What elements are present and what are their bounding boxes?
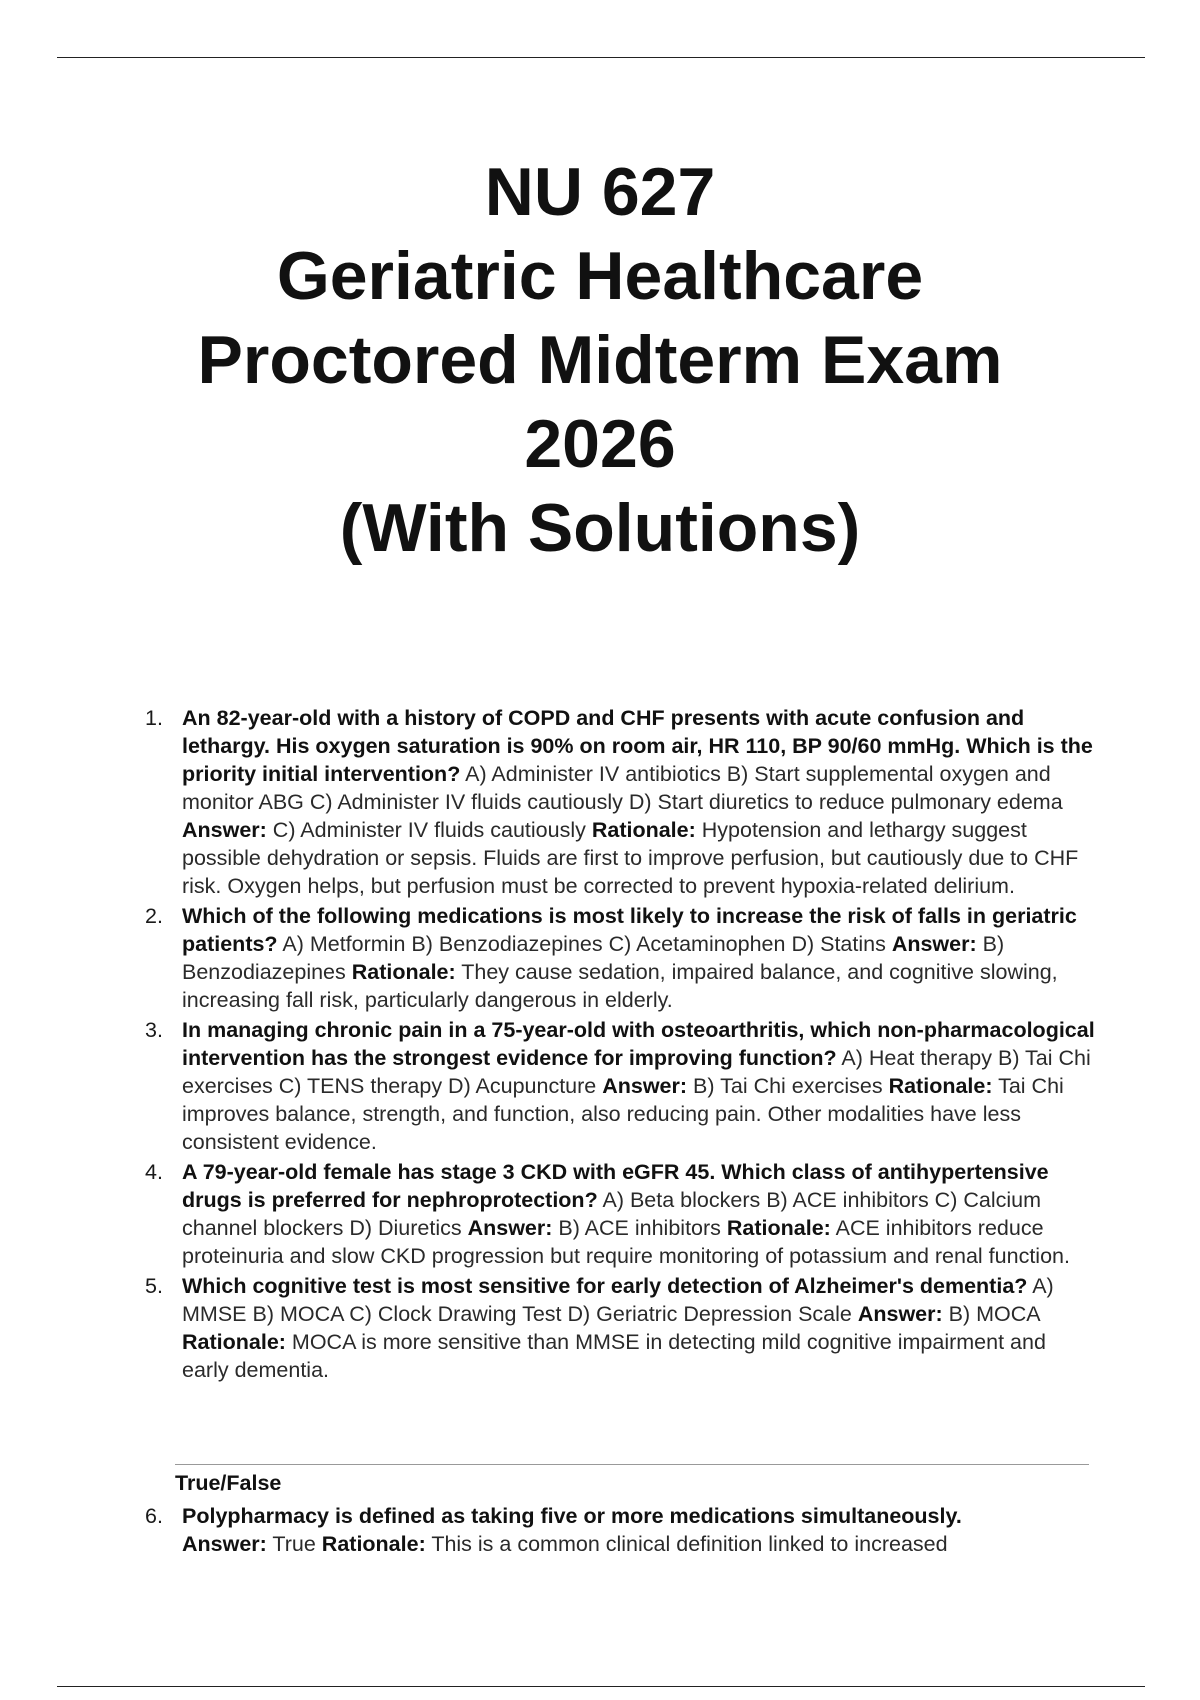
question-options: A) Metformin B) Benzodiazepines C) Acetaminophen D) Statins (277, 932, 892, 956)
answer-text: True (266, 1532, 322, 1556)
question-stem: An 82-year-old with a history of COPD and CHF presents with acute confusion and lethargy. His oxygen saturation is 90% on room air, HR 110, BP 90/60 mmHg. Which is the priority initial intervention? (182, 706, 1093, 786)
question-item (135, 1502, 1095, 1558)
answer-text: B) Tai Chi exercises (687, 1074, 889, 1098)
answer-label: Answer: (182, 1532, 267, 1556)
rationale-label: Rationale: (182, 1330, 286, 1354)
title-exam-type: Proctored Midterm Exam (197, 322, 1003, 398)
question-number: 5. (145, 1274, 163, 1298)
top-rule (57, 57, 1145, 58)
section-divider (175, 1464, 1089, 1465)
answer-label: Answer: (857, 1302, 943, 1326)
question-options: A) Heat therapy B) Tai Chi exercises C) TENS therapy D) Acupuncture (182, 1046, 1091, 1098)
answer-label: Answer: (467, 1216, 553, 1240)
question-options: A) Beta blockers B) ACE inhibitors C) Calcium channel blockers D) Diuretics (182, 1188, 1041, 1240)
title-subtitle: (With Solutions) (339, 490, 861, 566)
rationale-text: Tai Chi improves balance, strength, and function, also reducing pain. Other modalities have less consistent evidence. (182, 1074, 1064, 1154)
answer-text: B) ACE inhibitors (552, 1216, 727, 1240)
answer-text: B) Benzodiazepines (182, 932, 1005, 984)
question-item (135, 1272, 1095, 1384)
question-item (135, 1158, 1095, 1270)
title-course-name: Geriatric Healthcare (276, 238, 924, 314)
title-year: 2026 (524, 406, 676, 482)
question-number: 1. (145, 706, 163, 730)
question-number: 2. (145, 904, 163, 928)
rationale-text: This is a common clinical definition linked to increased (425, 1532, 948, 1556)
question-stem: Which cognitive test is most sensitive for early detection of Alzheimer's dementia? (182, 1274, 1028, 1298)
question-stem: Polypharmacy is defined as taking five or more medications simultaneously. (182, 1504, 962, 1528)
rationale-label: Rationale: (351, 960, 456, 984)
question-options: A) Administer IV antibiotics B) Start supplemental oxygen and monitor ABG C) Administer IV fluids cautiously D) Start diuretics to reduce pulmonary edema (182, 762, 1063, 814)
document-title (0, 150, 1200, 570)
rationale-label: Rationale: (591, 818, 696, 842)
rationale-text: MOCA is more sensitive than MMSE in detecting mild cognitive impairment and early dementia. (182, 1330, 1046, 1382)
true-false-question-list (135, 1502, 1095, 1560)
question-list (135, 704, 1095, 1386)
question-item (135, 902, 1095, 1014)
question-number: 6. (145, 1504, 163, 1528)
answer-text: B) MOCA (942, 1302, 1040, 1326)
rationale-text: ACE inhibitors reduce proteinuria and slow CKD progression but require monitoring of potassium and renal function. (182, 1216, 1070, 1268)
rationale-label: Rationale: (888, 1074, 993, 1098)
title-course-code: NU 627 (484, 154, 716, 230)
answer-label: Answer: (182, 818, 267, 842)
question-item (135, 1016, 1095, 1156)
question-stem: In managing chronic pain in a 75-year-old with osteoarthritis, which non-pharmacological intervention has the strongest evidence for improving function? (182, 1018, 1095, 1070)
question-options: A) MMSE B) MOCA C) Clock Drawing Test D) Geriatric Depression Scale (182, 1274, 1054, 1326)
answer-text: C) Administer IV fluids cautiously (266, 818, 592, 842)
question-stem: Which of the following medications is most likely to increase the risk of falls in geriatric patients? (182, 904, 1077, 956)
section-heading-true-false: True/False (175, 1471, 282, 1495)
answer-label: Answer: (891, 932, 977, 956)
question-number: 3. (145, 1018, 163, 1042)
question-stem: A 79-year-old female has stage 3 CKD with eGFR 45. Which class of antihypertensive drugs is preferred for nephroprotection? (182, 1160, 1049, 1212)
question-item (135, 704, 1095, 900)
answer-label: Answer: (602, 1074, 688, 1098)
rationale-label: Rationale: (726, 1216, 831, 1240)
rationale-label: Rationale: (321, 1532, 426, 1556)
rationale-text: Hypotension and lethargy suggest possible dehydration or sepsis. Fluids are first to improve perfusion, but cautiously due to CHF risk. Oxygen helps, but perfusion must be corrected to prevent hypoxia-related delirium. (182, 818, 1079, 898)
bottom-rule (57, 1686, 1145, 1687)
rationale-text: They cause sedation, impaired balance, and cognitive slowing, increasing fall risk, particularly dangerous in elderly. (182, 960, 1058, 1012)
question-number: 4. (145, 1160, 163, 1184)
